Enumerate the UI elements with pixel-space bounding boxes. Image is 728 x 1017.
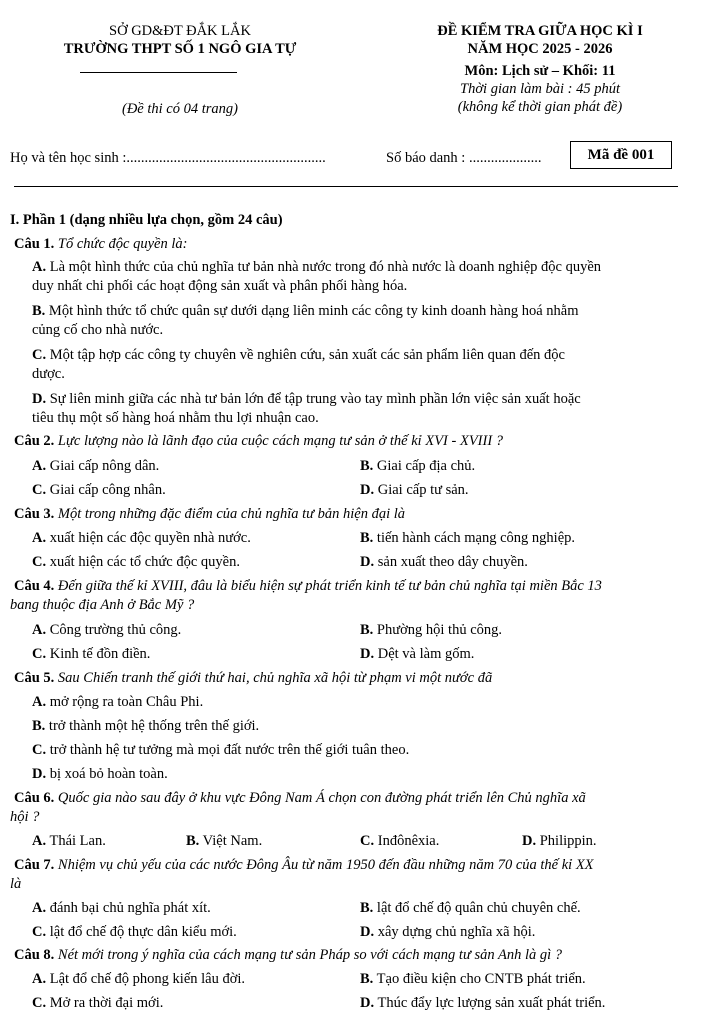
option-key: A. <box>32 833 47 849</box>
question-text: Đến giữa thế kỉ XVIII, đâu là biểu hiện sự phát triển kinh tế tư bản chủ nghĩa tại miền Bắc 13 <box>57 578 602 594</box>
option-key: A. <box>32 530 47 546</box>
option-key: C. <box>360 833 375 849</box>
option-c-cont: dược. <box>32 366 65 382</box>
option-a[interactable] <box>32 970 245 988</box>
option-key: C. <box>32 995 47 1011</box>
option-a[interactable] <box>32 258 722 276</box>
option-text: Phường hội thủ công. <box>376 622 503 638</box>
option-c[interactable] <box>32 923 237 941</box>
option-text: xây dựng chủ nghĩa xã hội. <box>377 924 536 940</box>
option-text: lật đổ chế độ thực dân kiểu mới. <box>49 924 237 940</box>
option-text: trở thành một hệ thống trên thế giới. <box>48 718 260 734</box>
option-text: Sự liên minh giữa các nhà tư bản lớn để tập trung vào tay mình phần lớn việc sản xuất hoặc <box>49 391 581 407</box>
option-key: B. <box>32 718 46 734</box>
question-3 <box>14 505 714 523</box>
question-label: Câu 3. <box>14 506 55 522</box>
student-name-field[interactable]: Họ và tên học sinh :....................................................... <box>10 150 326 166</box>
question-text: Tổ chức độc quyền là: <box>57 236 188 252</box>
option-a[interactable] <box>32 693 203 711</box>
option-key: B. <box>360 971 374 987</box>
option-b[interactable] <box>360 529 575 547</box>
question-7 <box>14 856 714 874</box>
option-key: D. <box>32 391 47 407</box>
option-d[interactable] <box>360 481 469 499</box>
option-c[interactable] <box>32 994 163 1012</box>
option-a-cont: duy nhất chi phối các hoạt động sản xuất và phân phối hàng hóa. <box>32 278 408 294</box>
question-8 <box>14 946 714 964</box>
option-key: C. <box>32 742 47 758</box>
option-text: lật đổ chế độ quân chủ chuyên chế. <box>376 900 581 916</box>
option-key: D. <box>360 646 375 662</box>
option-text: trở thành hệ tư tưởng mà mọi đất nước trên thế giới tuân theo. <box>49 742 410 758</box>
option-text: Giai cấp tư sản. <box>377 482 469 498</box>
option-key: B. <box>360 622 374 638</box>
option-text: Dệt và làm gốm. <box>377 646 475 662</box>
student-id-field[interactable]: Số báo danh : .................... <box>386 150 542 166</box>
option-text: Giai cấp công nhân. <box>49 482 166 498</box>
question-label: Câu 2. <box>14 433 55 449</box>
question-6 <box>14 789 714 807</box>
question-label: Câu 5. <box>14 670 55 686</box>
option-d[interactable] <box>360 923 535 941</box>
option-text: Kinh tế đồn điền. <box>49 646 151 662</box>
option-d[interactable] <box>360 553 528 571</box>
question-6-cont: hội ? <box>10 809 40 825</box>
option-c[interactable] <box>32 741 409 759</box>
option-text: xuất hiện các độc quyền nhà nước. <box>49 530 251 546</box>
option-b-cont: củng cố cho nhà nước. <box>32 322 164 338</box>
subject-grade: Môn: Lịch sử – Khối: 11 <box>464 63 616 79</box>
option-key: B. <box>360 900 374 916</box>
option-text: Mở ra thời đại mới. <box>49 995 164 1011</box>
option-a[interactable] <box>32 899 211 917</box>
option-text: Một tập hợp các công ty chuyên về nghiên cứu, sản xuất các sản phẩm liên quan đến độc <box>49 347 565 363</box>
option-a[interactable] <box>32 457 159 475</box>
question-4-cont: bang thuộc địa Anh ở Bắc Mỹ ? <box>10 597 195 613</box>
option-b[interactable] <box>360 899 581 917</box>
option-key: A. <box>32 259 47 275</box>
question-label: Câu 7. <box>14 857 55 873</box>
option-b[interactable] <box>360 457 475 475</box>
option-key: A. <box>32 971 47 987</box>
option-text: Giai cấp nông dân. <box>49 458 160 474</box>
option-text: đánh bại chủ nghĩa phát xít. <box>49 900 211 916</box>
exam-duration: Thời gian làm bài : 45 phút <box>460 81 620 97</box>
option-key: D. <box>32 766 47 782</box>
header-left <box>0 22 360 58</box>
section-title: I. Phần 1 (dạng nhiều lựa chọn, gồm 24 câu) <box>10 212 283 228</box>
option-d[interactable] <box>32 765 168 783</box>
option-c[interactable] <box>360 832 439 850</box>
option-text: Giai cấp địa chủ. <box>376 458 476 474</box>
question-1 <box>14 235 714 253</box>
option-key: C. <box>32 924 47 940</box>
option-text: mở rộng ra toàn Châu Phi. <box>49 694 204 710</box>
exam-code-box: Mã đề 001 <box>570 141 672 169</box>
option-key: A. <box>32 458 47 474</box>
question-label: Câu 6. <box>14 790 55 806</box>
option-b[interactable] <box>32 302 722 320</box>
option-text: bị xoá bỏ hoàn toàn. <box>49 766 168 782</box>
question-text: Quốc gia nào sau đây ở khu vực Đông Nam Á chọn con đường phát triển lên Chủ nghĩa xã <box>57 790 586 806</box>
option-text: Thái Lan. <box>49 833 106 849</box>
question-text: Sau Chiến tranh thế giới thứ hai, chủ nghĩa xã hội từ phạm vi một nước đã <box>57 670 493 686</box>
option-text: Công trường thủ công. <box>49 622 182 638</box>
question-7-cont: là <box>10 876 22 892</box>
option-key: C. <box>32 646 47 662</box>
option-text: Tạo điều kiện cho CNTB phát triển. <box>376 971 586 987</box>
option-text: xuất hiện các tổ chức độc quyền. <box>49 554 240 570</box>
option-c[interactable] <box>32 645 150 663</box>
question-2 <box>14 432 714 450</box>
option-key: D. <box>360 554 375 570</box>
option-c[interactable] <box>32 553 240 571</box>
question-text: Lực lượng nào là lãnh đạo của cuộc cách mạng tư sản ở thế kỉ XVI - XVIII ? <box>57 433 504 449</box>
pages-note: (Đề thi có 04 trang) <box>122 101 238 117</box>
option-a[interactable] <box>32 529 251 547</box>
question-text: Nhiệm vụ chủ yếu của các nước Đông Âu từ năm 1950 đến đầu những năm 70 của thế kỉ XX <box>57 857 594 873</box>
option-key: C. <box>32 554 47 570</box>
option-text: Lật đổ chế độ phong kiến lâu đời. <box>49 971 246 987</box>
option-text: Một hình thức tổ chức quân sự dưới dạng liên minh các công ty kinh doanh hàng hoá nhằm <box>48 303 579 319</box>
department-name: SỞ GD&ĐT ĐẮK LẮK <box>109 23 251 39</box>
question-label: Câu 1. <box>14 236 55 252</box>
option-key: D. <box>360 995 375 1011</box>
header-right <box>355 22 725 116</box>
question-text: Một trong những đặc điểm của chủ nghĩa tư bản hiện đại là <box>57 506 406 522</box>
school-year: NĂM HỌC 2025 - 2026 <box>467 41 613 57</box>
option-d-cont: tiêu thụ một số hàng hoá nhằm thu lợi nhuận cao. <box>32 410 319 426</box>
option-d[interactable] <box>360 994 605 1012</box>
option-b[interactable] <box>186 832 262 850</box>
option-a[interactable] <box>32 832 106 850</box>
option-text: tiến hành cách mạng công nghiệp. <box>376 530 576 546</box>
exam-duration-note: (không kể thời gian phát đề) <box>457 99 623 115</box>
header-left-underline <box>80 72 237 73</box>
option-key: A. <box>32 694 47 710</box>
option-b[interactable] <box>360 621 502 639</box>
header-divider <box>14 186 678 187</box>
option-b[interactable] <box>32 717 259 735</box>
option-text: Thúc đẩy lực lượng sản xuất phát triển. <box>377 995 606 1011</box>
option-key: B. <box>360 458 374 474</box>
option-key: C. <box>32 482 47 498</box>
option-key: A. <box>32 622 47 638</box>
option-c[interactable] <box>32 481 166 499</box>
option-d[interactable] <box>360 645 474 663</box>
school-name: TRƯỜNG THPT SỐ 1 NGÔ GIA TỰ <box>63 41 297 57</box>
question-text: Nét mới trong ý nghĩa của cách mạng tư sản Pháp so với cách mạng tư sản Anh là gì ? <box>57 947 563 963</box>
option-text: Là một hình thức của chủ nghĩa tư bản nhà nước trong đó nhà nước là doanh nghiệp độc quyền <box>49 259 602 275</box>
option-key: D. <box>360 924 375 940</box>
option-text: Việt Nam. <box>202 833 263 849</box>
option-text: sản xuất theo dây chuyền. <box>377 554 528 570</box>
option-key: A. <box>32 900 47 916</box>
option-key: D. <box>360 482 375 498</box>
question-5 <box>14 669 714 687</box>
option-c[interactable] <box>32 346 722 364</box>
option-key: B. <box>32 303 46 319</box>
question-label: Câu 4. <box>14 578 55 594</box>
option-key: B. <box>360 530 374 546</box>
option-text: Philippin. <box>539 833 597 849</box>
option-key: B. <box>186 833 200 849</box>
option-key: D. <box>522 833 537 849</box>
question-4 <box>14 577 714 595</box>
option-b[interactable] <box>360 970 586 988</box>
option-d[interactable] <box>32 390 722 408</box>
exam-title: ĐỀ KIỂM TRA GIỮA HỌC KÌ I <box>437 23 643 39</box>
option-d[interactable] <box>522 832 597 850</box>
question-label: Câu 8. <box>14 947 55 963</box>
option-a[interactable] <box>32 621 181 639</box>
option-key: C. <box>32 347 47 363</box>
option-text: Inđônêxia. <box>377 833 440 849</box>
